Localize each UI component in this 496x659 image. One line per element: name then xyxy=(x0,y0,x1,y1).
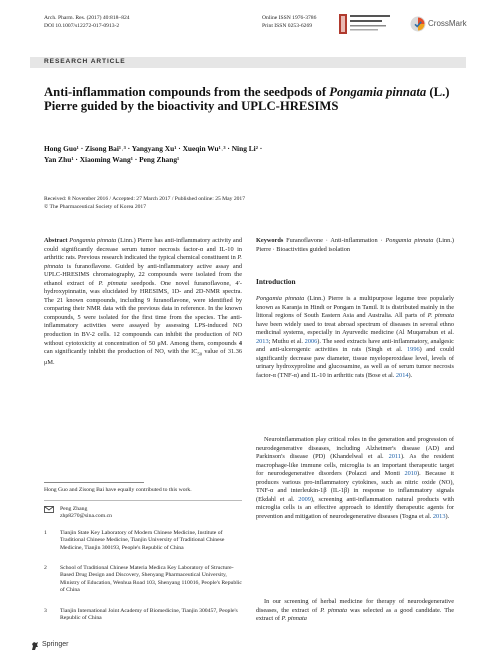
footnote-rule xyxy=(44,482,144,483)
copyright-notice: © The Pharmaceutical Society of Korea 2017 xyxy=(44,204,147,210)
introduction-heading: Introduction xyxy=(256,277,296,286)
author-email[interactable]: zhp8270@sina.com.cn xyxy=(60,513,112,520)
authors-line-1: Hong Guo¹ · Zisong Bai¹˒³ · Yangyang Xu¹ · Xueqin Wu¹˒³ · Ning Li² · xyxy=(44,144,263,153)
keywords-label: Keywords xyxy=(256,237,284,244)
equal-contribution-note: Hong Guo and Zisong Bai have equally contributed to this work. xyxy=(44,487,192,493)
introduction-paragraph-2: Neuroinflammation play critical roles in the generation and progression of neurodegenerative diseases, including Alzheimer's disease (AD) and Parkinson's disease (PD) (Khandelwal et al. 2011). As the resident macrophage-like immune cells, microglia is an important therapeutic target for neurodegenerative disorders (Polazzi and Monti 2010). Because it produces various pro-inflammatory cytokines, such as nitric oxide (NO), TNF-α and interleukin-1β (IL-1β) in response to inflammatory signals (Ekdahl et al. 2009), screening anti-inflammation natural products with microglia cells is an effective approach to identify therapeutic agents for prevention and mitigation of neurodegenerative diseases (Togna et al. 2013). xyxy=(256,436,454,520)
journal-logo xyxy=(338,11,393,39)
envelope-icon xyxy=(44,506,54,516)
print-issn: Print ISSN 0253-6269 xyxy=(262,23,313,29)
abstract: Abstract Pongamia pinnata (Linn.) Pierre has anti-inflammatory activity and could significantly decrease serum tumor necrosis factor-α and IL-10 in arthritic rats. Previous research indicated the typical chemical constituent in P. pinnata is furanoflavone. Guided by anti-inflammatory active assay and UPLC-HRESIMS chromatography, 22 compounds were isolated from the ethanol extract of P. pinnata seedpods. One novel furanoflavone, 4′-hydroxypinnatin, was elucidated by HRESIMS, 1D- and 2D-NMR spectra. The 21 known compounds, including 9 furanoflavone, were identified by comparing their NMR data with the previous data in reference. In the known compounds, 5 were isolated for the first time from the species. The anti-inflammatory activities were assayed by assessing LPS-induced NO production in BV-2 cells. 12 compounds can inhibit the production of NO without cytotoxicity at concentration of 50 μM. Among them, compounds 4 can significantly inhibit the production of NO, with the $IC_{50}$ value of 31.36 μM. xyxy=(44,237,243,366)
affiliation-3 xyxy=(44,608,242,623)
publication-dates: Received: 8 November 2016 / Accepted: 27 March 2017 / Published online: 25 May 2017 xyxy=(44,196,246,202)
online-issn: Online ISSN 1976-3786 xyxy=(262,15,317,21)
affiliation-text: School of Traditional Chinese Materia Medica Key Laboratory of Structure-Based Drug Design and Discovery, Shenyang Pharmaceutical University, Ministry of Education, Wenhua Road 103, Shenyang 110016, People's Republic of China xyxy=(60,565,242,593)
springer-horse-icon xyxy=(30,641,40,651)
crossmark-icon xyxy=(410,16,426,32)
corresponding-author: Peng Zhang xyxy=(60,506,88,512)
keywords: Keywords Furanoflavone · Anti-inflammation · Pongamia pinnata (Linn.) Pierre · Bioactivities guided isolation xyxy=(256,237,454,253)
abstract-label: Abstract xyxy=(44,237,68,244)
doi[interactable]: DOI 10.1007/s12272-017-0913-2 xyxy=(44,23,120,29)
crossmark-badge[interactable] xyxy=(410,15,470,33)
affiliation-number: 2 xyxy=(44,565,47,571)
affiliation-number: 3 xyxy=(44,608,47,614)
divider xyxy=(44,500,242,501)
affiliation-text: Tianjin International Joint Academy of Biomedicine, Tianjin 300457, People's Republic of China xyxy=(60,608,238,622)
author-list xyxy=(44,144,464,165)
publisher-name: Springer xyxy=(42,641,69,648)
journal-citation: Arch. Pharm. Res. (2017) 40:818–824 xyxy=(44,15,130,21)
crossmark-label: CrossMark xyxy=(428,19,467,28)
article-type: RESEARCH ARTICLE xyxy=(44,58,126,65)
affiliation-1 xyxy=(44,530,242,552)
correspondence xyxy=(44,506,242,521)
authors-line-2: Yan Zhu¹ · Xiaoming Wang¹ · Peng Zhang¹ xyxy=(44,154,180,164)
introduction-paragraph-3: In our screening of herbal medicine for therapy of neurodegenerative diseases, the extract of P. pinnata was selected as a good candidate. The extract of P. pinnata xyxy=(256,598,454,623)
affiliation-number: 1 xyxy=(44,530,47,536)
introduction-paragraph-1: Pongamia pinnata (Linn.) Pierre is a multipurpose legume tree popularly known as Karanja in Hindi or Pongam in Tamil. It is distributed mainly in the littoral regions of South Eastern Asia and Australia. All parts of P. pinnata have been widely used to treat abroad spectrum of diseases in several ethno medicinal systems, especially in Ayurvedic medicine (Al Muqarrabun et al. 2013; Muthu et al. 2006). The seed extracts have anti-inflammatory, analgesic and anti-ulcerogenic activities in rats (Singh et al. 1996) and could significantly decrease paw diameter, tissue myeloperoxidase level, levels of urinary hydroxyproline and glucosamine, as well as of serum tumor necrosis factor-α (TNF-α) and IL-10 in arthritic rats (Bose et al. 2014). xyxy=(256,295,455,379)
affiliation-text: Tianjin State Key Laboratory of Modern Chinese Medicine, Institute of Traditional Chinese Medicine, Tianjin University of Traditional Chinese Medicine, Tianjin 300193, People's Republic of China xyxy=(60,530,225,551)
publisher-logo xyxy=(30,640,110,652)
affiliation-2 xyxy=(44,565,242,594)
journal-logo-icon xyxy=(338,11,393,39)
article-title: Anti-inflammation compounds from the seedpods of Pongamia pinnata (L.) Pierre guided by the bioactivity and UPLC-HRESIMS xyxy=(44,85,450,114)
